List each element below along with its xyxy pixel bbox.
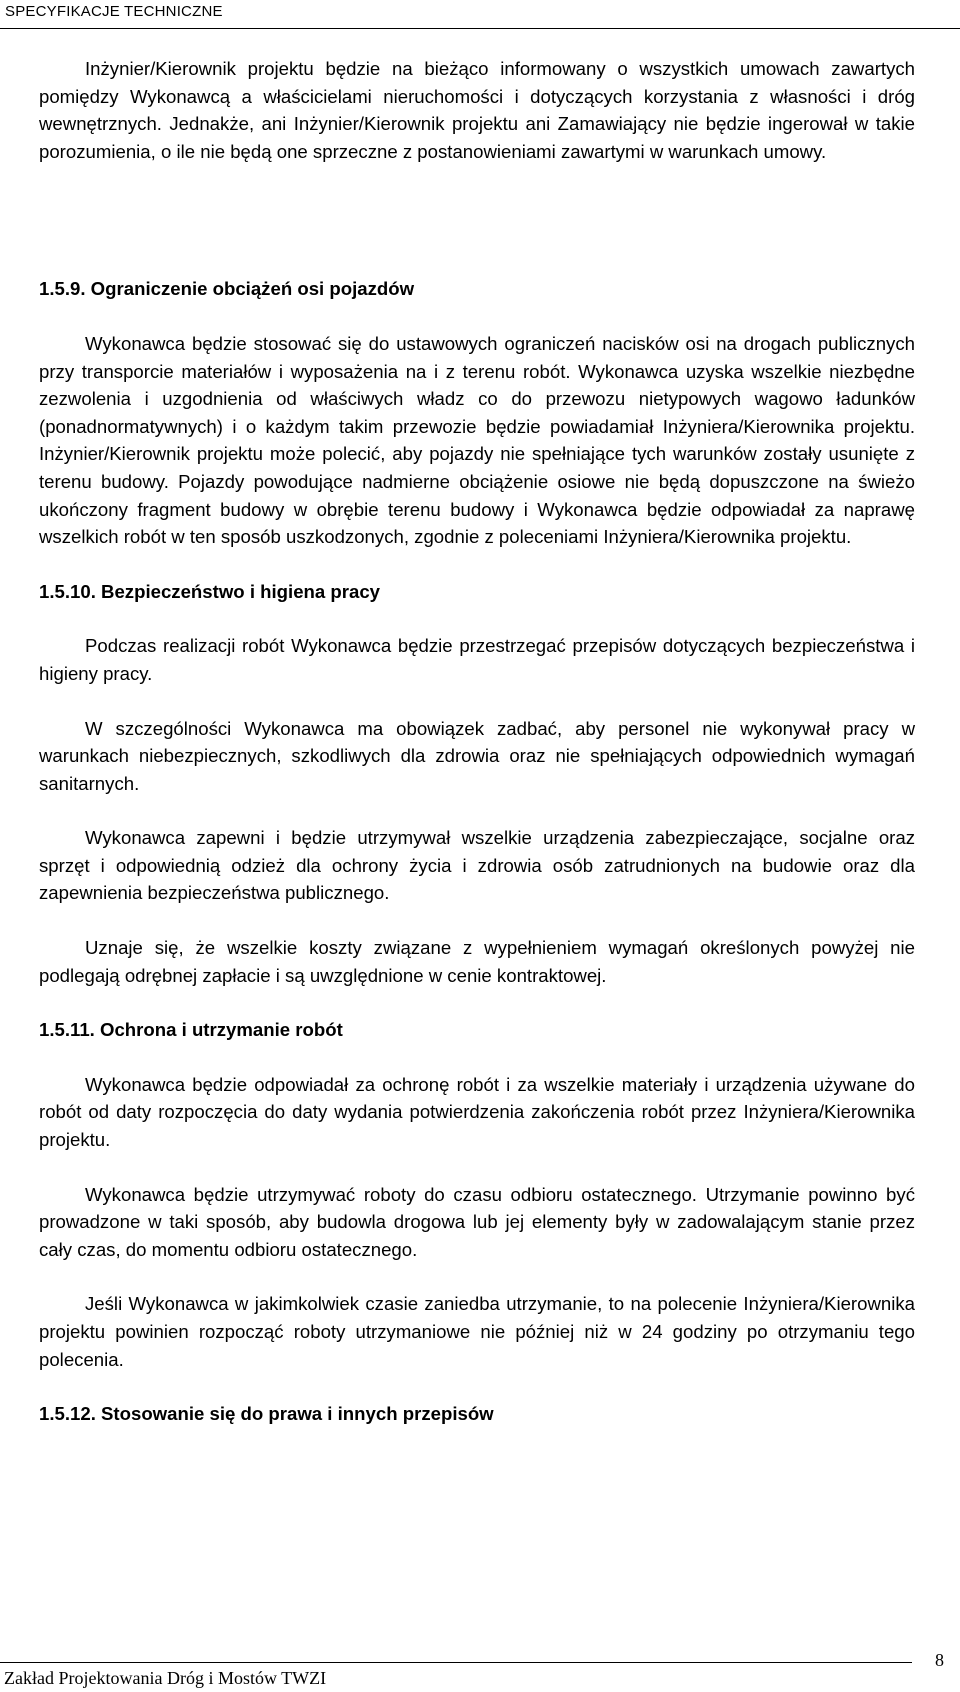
footer-divider: [0, 1662, 912, 1663]
section-1-5-10-paragraph-4: Uznaje się, że wszelkie koszty związane z wypełnieniem wymagań określonych powyżej nie podlegają odrębnej zapłacie i są uwzględnione w cenie kontraktowej.: [39, 937, 915, 986]
page-number: 8: [935, 1650, 944, 1670]
section-1-5-10-paragraph-3: Wykonawca zapewni i będzie utrzymywał wszelkie urządzenia zabezpieczające, socjalne oraz sprzęt i odpowiednią odzież dla ochrony życia i zdrowia osób zatrudnionych na budowie oraz dla zapewnienia bezpieczeństwa publicznego.: [39, 827, 915, 904]
page-footer: [0, 1650, 960, 1692]
section-1-5-10-paragraph-1: Podczas realizacji robót Wykonawca będzie przestrzegać przepisów dotyczących bezpieczeństwa i higieny pracy.: [39, 635, 915, 684]
header-title: SPECYFIKACJE TECHNICZNE: [5, 3, 223, 20]
section-1-5-11-paragraph-3: Jeśli Wykonawca w jakimkolwiek czasie zaniedba utrzymanie, to na polecenie Inżyniera/Kierownika projektu powinien rozpocząć roboty utrzymaniowe nie później niż w 24 godziny po otrzymaniu tego polecenia.: [39, 1293, 915, 1370]
section-1-5-9-paragraph: Wykonawca będzie stosować się do ustawowych ograniczeń nacisków osi na drogach publicznych przy transporcie materiałów i wyposażenia na i z terenu robót. Wykonawca uzyska wszelkie niezbędne zezwolenia i uzgodnienia od właściwych władz co do przewozu nietypowych wagowo ładunków (ponadnormatywnych) i o każdym takim przewozie będzie powiadamiał Inżyniera/Kierownika projektu. Inżynier/Kierownik projektu może polecić, aby pojazdy nie spełniające tych warunków zostały usunięte z terenu budowy. Pojazdy powodujące nadmierne obciążenie osiowe nie będą dopuszczone na świeżo ukończony fragment budowy w obrębie terenu budowy i Wykonawca będzie odpowiadał za naprawę wszelkich robót w ten sposób uszkodzonych, zgodnie z poleceniami Inżyniera/Kierownika projektu.: [39, 332, 915, 548]
section-1-5-11-paragraph-2: Wykonawca będzie utrzymywać roboty do czasu odbioru ostatecznego. Utrzymanie powinno być prowadzone w taki sposób, aby budowla drogowa lub jej elementy były w zadowalającym stanie przez cały czas, do momentu odbioru ostatecznego.: [39, 1183, 915, 1260]
section-heading-1-5-10: 1.5.10. Bezpieczeństwo i higiena pracy: [39, 580, 381, 602]
section-heading-1-5-12: 1.5.12. Stosowanie się do prawa i innych przepisów: [39, 1403, 494, 1425]
document-body: [39, 55, 915, 1428]
section-heading-1-5-11: 1.5.11. Ochrona i utrzymanie robót: [39, 1019, 343, 1041]
section-1-5-10-paragraph-2: W szczególności Wykonawca ma obowiązek zadbać, aby personel nie wykonywał pracy w warunkach niebezpiecznych, szkodliwych dla zdrowia oraz nie spełniających odpowiednich wymagań sanitarnych.: [39, 717, 915, 794]
section-1-5-11-paragraph-1: Wykonawca będzie odpowiadał za ochronę robót i za wszelkie materiały i urządzenia używane do robót od daty rozpoczęcia do daty wydania potwierdzenia zakończenia robót przez Inżyniera/Kierownika projektu.: [39, 1073, 915, 1151]
intro-paragraph: Inżynier/Kierownik projektu będzie na bieżąco informowany o wszystkich umowach zawartych pomiędzy Wykonawcą a właścicielami nieruchomości i dotyczących korzystania z własności i dróg wewnętrznych. Jednakże, ani Inżynier/Kierownik projektu ani Zamawiający nie będzie ingerował w takie porozumienia, o ile nie będą one sprzeczne z postanowieniami zawartymi w warunkach umowy.: [39, 58, 915, 162]
footer-organization: Zakład Projektowania Dróg i Mostów TWZI: [4, 1668, 327, 1688]
page-header: [0, 0, 960, 29]
section-heading-1-5-9: 1.5.9. Ograniczenie obciążeń osi pojazdów: [39, 278, 415, 300]
